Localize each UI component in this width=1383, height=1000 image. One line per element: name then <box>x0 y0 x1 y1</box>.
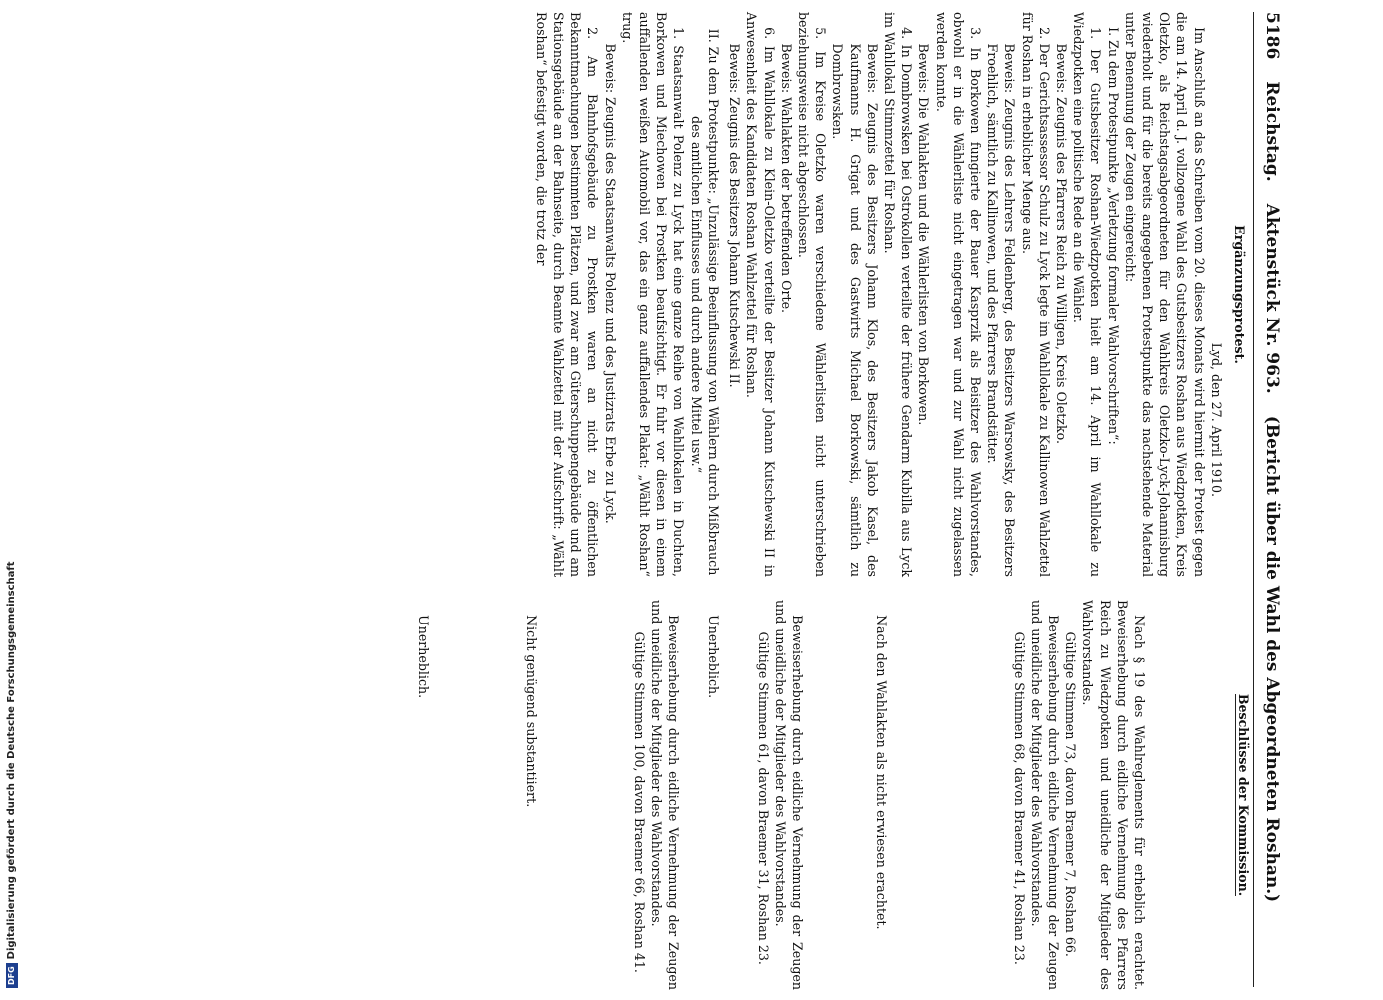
decision-5-text: Unerheblich. <box>706 615 721 699</box>
decision-3 <box>873 600 890 990</box>
commission-column <box>416 600 1252 990</box>
decision-1 <box>1010 600 1148 990</box>
decision-4-text: Beweiserhebung durch eidliche Vernehmung der Zeugen und uneidliche der Mitglieder des Wahlvorstandes. <box>772 600 805 990</box>
decision-1-votes: Gültige Stimmen 73, davon Braemer 7, Roshan 66. <box>1063 631 1079 957</box>
protest-title: Ergänzungsprotest. <box>1232 225 1247 364</box>
item-2-proof: Beweis: Zeugnis des Lehrers Feldenberg, des Besitzers Warsowsky, des Besitzers Froehlich, sämtlich zu Kallinowen, und des Pfarrers Brandstätter. <box>985 43 1018 577</box>
document-number: Aktenstück Nr. 963. <box>1262 203 1282 394</box>
decision-2-text: Beweiserhebung durch eidliche Vernehmung der Zeugen und uneidliche der Mitglieder des Wahlvorstandes. <box>1028 600 1061 990</box>
decision-3-text: Nach den Wahlakten als nicht erwiesen erachtet. <box>874 615 889 930</box>
item-5-proof: Beweis: Wahlakten der betreffenden Orte. <box>778 43 794 314</box>
intro-paragraph: Im Anschluß an das Schreiben vom 20. dieses Monats wird hiermit der Protest gegen die am 14. April d. J. vollzogene Wahl des Gutsbesitzers Roshan aus Wiedzpotken, Kreis Oletzko, als Reichstagsabgeordneten für den Wahlkreis Oletzko-Lyck-Johannisburg wiederholt und für die bereits angegebenen Protestpunkte das nachstehende Material unter Benennung der Zeugen eingereicht: <box>1122 12 1207 577</box>
item-3-proof: Beweis: Die Wahlakten und die Wählerlisten von Borkowen. <box>916 43 932 426</box>
dfg-logo: DFG <box>6 963 18 988</box>
item-4-proof: Beweis: Zeugnis des Besitzers Johann Klos, des Besitzers Jakob Kasel, des Kaufmanns H. Grigat und des Gastwirts Michael Borkowski, sämtlich zu Dombrowsken. <box>830 43 880 577</box>
decision-8-text: Unerheblich. <box>416 615 431 699</box>
item-6: 6. Im Wahllokale zu Klein-Oletzko verteilte der Besitzer Johann Kutschewski II in Anwesenheit des Kandidaten Roshan Wahlzettel für Roshan. <box>744 12 777 577</box>
decision-6-votes: Gültige Stimmen 100, davon Braemer 66, Roshan 41. <box>631 631 647 973</box>
dfg-credit <box>2 0 22 1000</box>
dfg-sidebar <box>0 0 20 1000</box>
item-7-proof: Beweis: Zeugnis des Staatsanwalts Polenz und des Justizrats Erbe zu Lyck. <box>602 43 618 524</box>
decision-1-text: Nach § 19 des Wahlreglements für erheblich erachtet. Beweiserhebung durch eidliche Vernehmung des Pfarrers Reich zu Wiedzpotken und uneidliche der Mitglieder des Wahlvorstandes. <box>1080 600 1147 990</box>
item-4: 4. In Dombrowsken bei Ostrokollen verteilte der frühere Gendarm Kubilla aus Lyck im Wahllokal Stimmzettel für Roshan. <box>881 12 915 577</box>
decision-5 <box>705 600 722 990</box>
commission-heading-text: Beschlüsse der Kommission. <box>1236 693 1251 897</box>
header-rule <box>1253 12 1254 987</box>
document-subject: (Bericht über die Wahl des Abgeordneten Roshan.) <box>1262 415 1282 903</box>
decision-4-votes: Gültige Stimmen 61, davon Braemer 31, Roshan 23. <box>755 631 771 965</box>
decision-4 <box>754 600 806 990</box>
decision-2-votes: Gültige Stimmen 68, davon Braemer 41, Roshan 23. <box>1011 631 1027 965</box>
item-1: 1. Der Gutsbesitzer Roshan-Wiedzpotken hielt am 14. April im Wahllokale zu Wiedzpotken eine politische Rede an die Wähler. <box>1071 12 1104 577</box>
page-number: 5186 <box>1262 12 1282 60</box>
item-1-proof: Beweis: Zeugnis des Pfarrers Reich zu Willigen, Kreis Oletzko. <box>1053 43 1069 444</box>
page-header <box>1262 12 1282 987</box>
item-7: 1. Staatsanwalt Polenz zu Lyck hat eine ganze Reihe von Wahllokalen in Duchten, Borkowen und Miechowen bei Prostken beaufsichtigt. Er fuhr vor diesen in einem auffallenden weißen Automobil vor, das ein ganz auffallendes Plakat: „Wählt Roshan“ trug. <box>619 12 687 577</box>
dfg-credit-text: Digitalisierung gefördert durch die Deutsche Forschungsgemeinschaft <box>6 561 17 960</box>
protest-column <box>533 12 1252 577</box>
decision-7-text: Nicht genügend substantiiert. <box>524 615 539 808</box>
commission-heading <box>1235 600 1252 990</box>
protest-date: Lyd, den 27. April 1910. <box>1208 342 1224 497</box>
item-6-proof: Beweis: Zeugnis des Besitzers Johann Kutschewski II. <box>727 43 743 388</box>
item-5: 5. Im Kreise Oletzko waren verschiedene Wählerlisten nicht unterschrieben beziehungsweise nicht abgeschlossen. <box>795 12 829 577</box>
decision-6-text: Beweiserhebung durch eidliche Vernehmung der Zeugen und uneidliche der Mitglieder des Wahlvorstandes. <box>648 600 681 990</box>
item-3: 3. In Borkowen fungierte der Bauer Kasprzik als Beisitzer des Wahlvorstandes, obwohl er in die Wählerliste nicht eingetragen war und zur Wahl nicht zugelassen werden konnte. <box>933 12 983 577</box>
section-1-heading: I. Zu dem Protestpunkte „Verletzung formaler Wahlvorschriften“: <box>1105 27 1121 445</box>
publication-name: Reichstag. <box>1262 81 1282 182</box>
decision-6 <box>630 600 682 990</box>
section-2-heading: II. Zu dem Protestpunkte: „Unzulässige Beeinflussung von Wählern durch Mißbrauch des amtlichen Einflusses und durch andere Mittel usw.“ <box>688 28 721 576</box>
item-2: 2. Der Gerichtsassessor Schulz zu Lyck legte im Wahllokale zu Kallinowen Wahlzettel für Roshan in erheblicher Menge aus. <box>1019 12 1052 577</box>
item-8: 2. Am Bahnhofsgebäude zu Prostken waren an nicht zu öffentlichen Bekanntmachungen bestimmten Plätzen, und zwar am Güterschuppengebäude und am Stationsgebäude an der Bahnseite, durch Beamte Wahlzettel mit der Aufschrift: „Wählt Roshan“ befestigt worden, die trotz der <box>533 12 601 577</box>
decision-7 <box>523 600 540 990</box>
decision-8 <box>415 600 432 990</box>
